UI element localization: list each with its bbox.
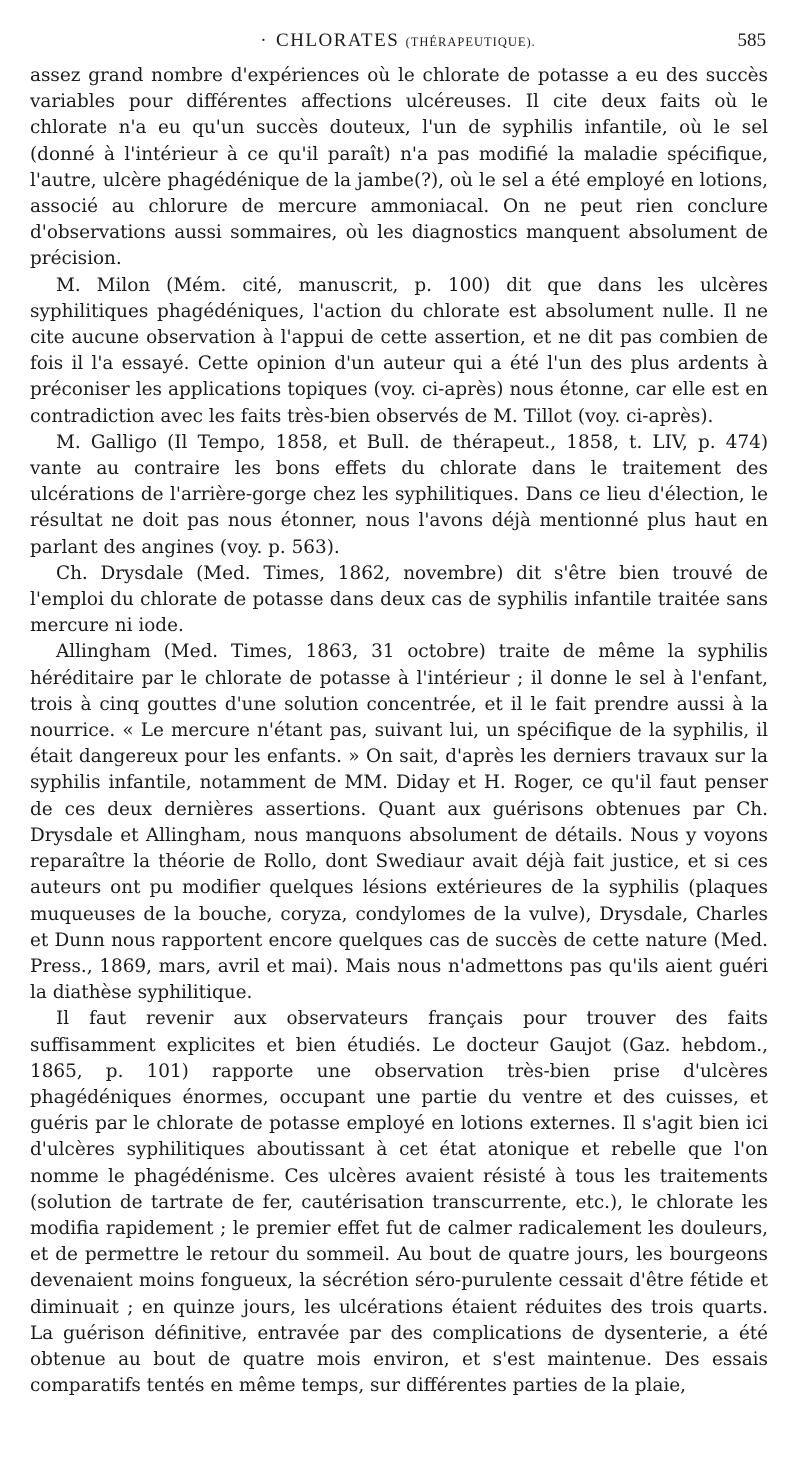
paragraph-6: Il faut revenir aux observateurs français pour trouver des faits suffisamment explicites et bien étudiés. Le docteur Gaujot (Gaz. hebdom., 1865, p. 101) rapporte une observation très-bien prise d'ulcères phagédéniques énormes, occupant une partie du ventre et des cuisses, et guéris par le chlorate de potasse employé en lotions externes. Il s'agit bien ici d'ulcères syphilitiques aboutissant à cet état atonique et rebelle que l'on nomme le phagédénisme. Ces ulcères avaient résisté à tous les traitements (solution de tartrate de fer, cautérisation transcurrente, etc.), le chlorate les modifia rapidement ; le premier effet fut de calmer radicalement les douleurs, et de permettre le retour du sommeil. Au bout de quatre jours, les bourgeons devenaient moins fongueux, la sécrétion séro-purulente cessait d'être fétide et diminuait ; en quinze jours, les ulcérations étaient réduites des trois quarts. La guérison définitive, entravée par des complications de dysenterie, a été obtenue au bout de quatre mois environ, et s'est maintenue. Des essais comparatifs tentés en même temps, sur différentes parties de la plaie, <box>30 1008 768 1397</box>
paragraph-4: Ch. Drysdale (Med. Times, 1862, novembre) dit s'être bien trouvé de l'emploi du chlorate de potasse dans deux cas de syphilis infantile traitée sans mercure ni iode. <box>30 562 768 637</box>
paragraph-5: Allingham (Med. Times, 1863, 31 octobre) traite de même la syphilis héréditaire par le chlorate de potasse à l'intérieur ; il donne le sel à l'enfant, trois à cinq gouttes d'une solution concentrée, et il le fait prendre aussi à la nourrice. « Le mercure n'étant pas, suivant lui, un spécifique de la syphilis, il était dangereux pour les enfants. » On sait, d'après les derniers travaux sur la syphilis infantile, notamment de MM. Diday et H. Roger, ce qu'il faut penser de ces deux dernières assertions. Quant aux guérisons obtenues par Ch. Drysdale et Allingham, nous manquons absolument de détails. Nous y voyons reparaître la théorie de Rollo, dont Swediaur avait déjà fait justice, et si ces auteurs ont pu modifier quelques lésions extérieures de la syphilis (plaques muqueuses de la bouche, coryza, condylomes de la vulve), Drysdale, Charles et Dunn nous rapportent encore quelques cas de succès de cette nature (Med. Press., 1869, mars, avril et mai). Mais nous n'admettons pas qu'ils aient guéri la diathèse syphilitique. <box>30 641 768 1004</box>
paragraph-3: M. Galligo (Il Tempo, 1858, et Bull. de thérapeut., 1858, t. LIV, p. 474) vante au contraire les bons effets du chlorate dans le traitement des ulcérations de l'arrière-gorge chez les syphilitiques. Dans ce lieu d'élection, le résultat ne doit pas nous étonner, nous l'avons déjà mentionné plus haut en parlant des angines (voy. p. 563). <box>30 431 768 558</box>
body-text <box>30 63 768 1399</box>
page-header <box>30 30 766 56</box>
paragraph-2: M. Milon (Mém. cité, manuscrit, p. 100) dit que dans les ulcères syphilitiques phagédéniques, l'action du chlorate est absolument nulle. Il ne cite aucune observation à l'appui de cette assertion, et ne dit pas combien de fois il l'a essayé. Cette opinion d'un auteur qui a été l'un des plus ardents à préconiser les applications topiques (voy. ci-après) nous étonne, car elle est en contradiction avec les faits très-bien observés de M. Tillot (voy. ci-après). <box>30 274 768 427</box>
page-number: 585 <box>737 30 766 51</box>
running-title: · CHLORATES (THÉRAPEUTIQUE). <box>260 30 536 51</box>
paragraph-1: assez grand nombre d'expériences où le chlorate de potasse a eu des succès variables pour différentes affections ulcéreuses. Il cite deux faits où le chlorate n'a eu qu'un succès douteux, l'un de syphilis infantile, où le sel (donné à l'intérieur à ce qu'il paraît) n'a pas modifié la maladie spécifique, l'autre, ulcère phagédénique de la jambe(?), où le sel a été employé en lotions, associé au chlorure de mercure ammoniacal. On ne peut rien conclure d'observations aussi sommaires, où les diagnostics manquent absolument de précision. <box>30 65 768 270</box>
running-title-main: CHLORATES <box>276 30 400 51</box>
running-title-subtitle: (THÉRAPEUTIQUE). <box>405 35 536 49</box>
